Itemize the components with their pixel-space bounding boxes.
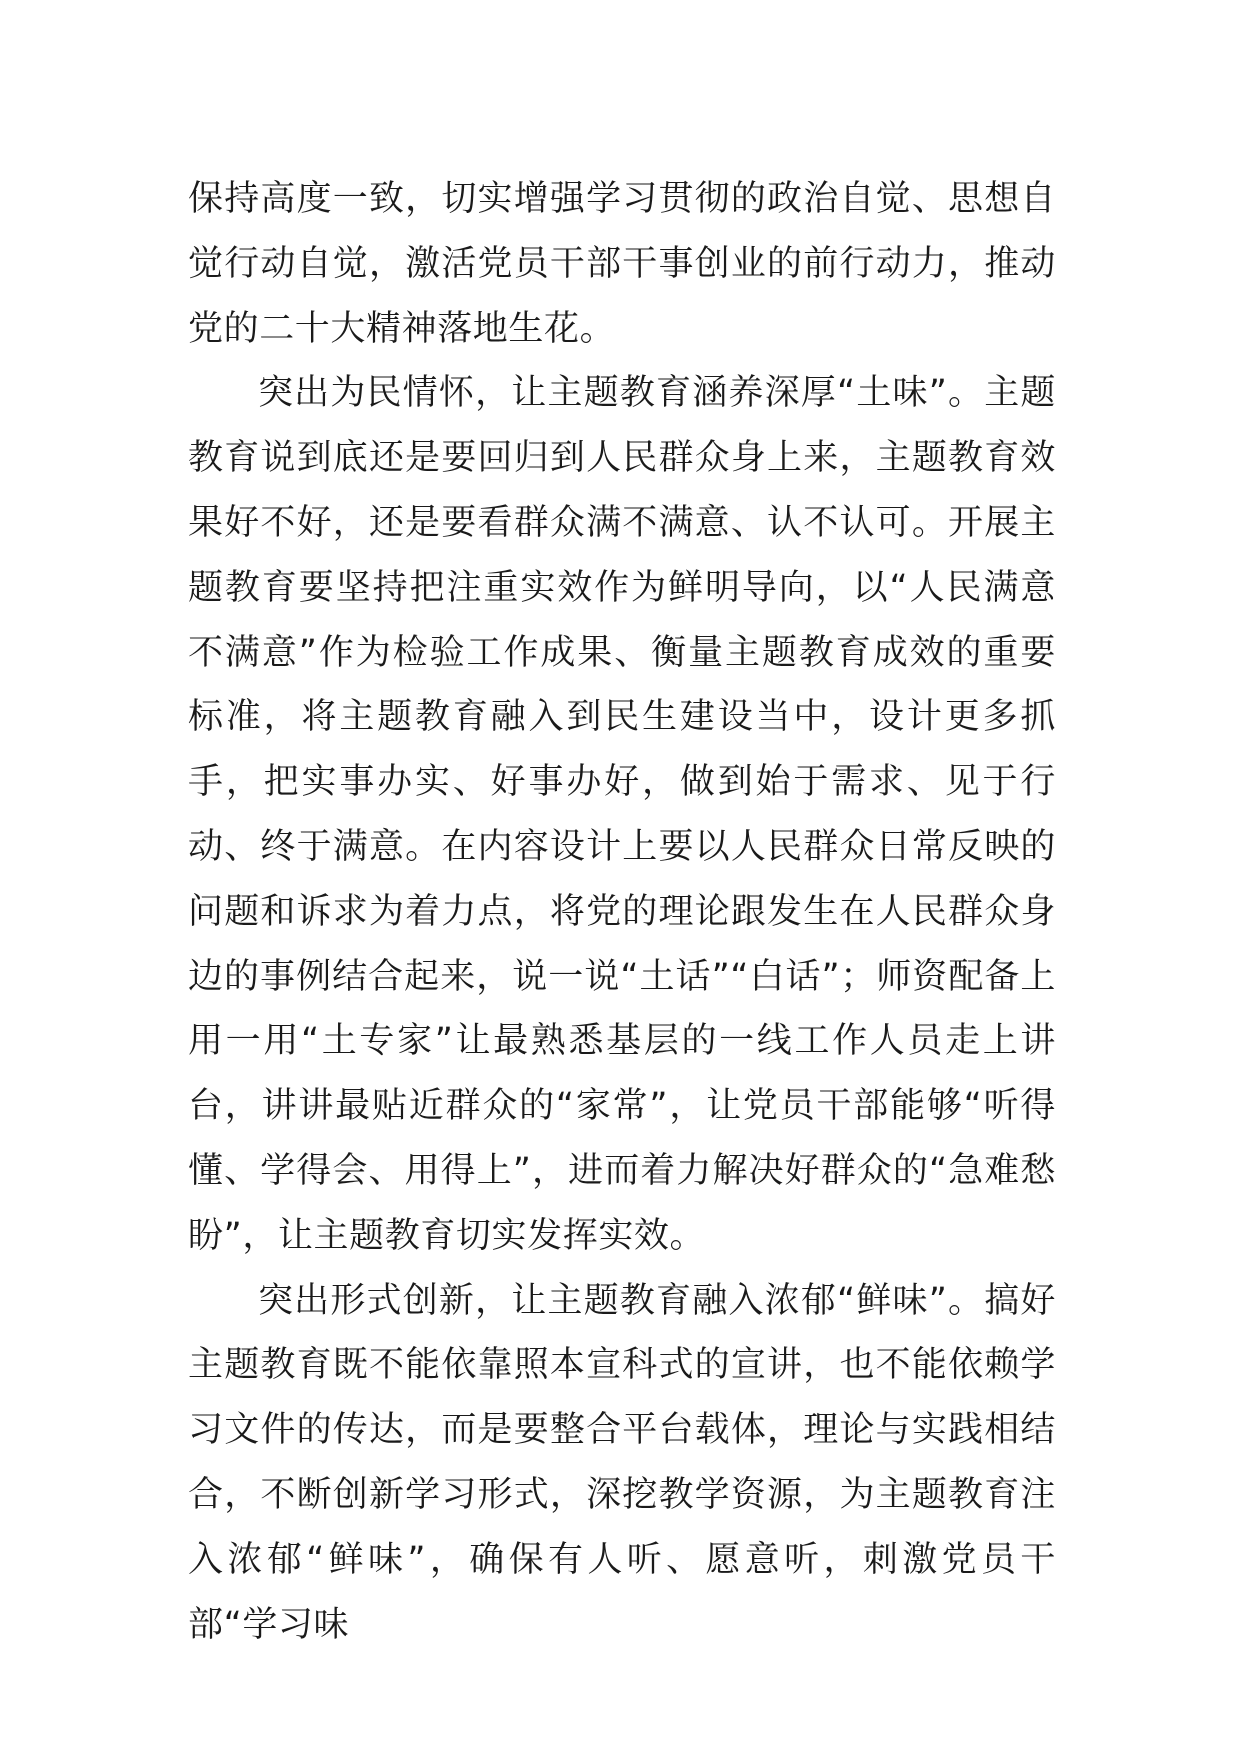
paragraph-continuation: 保持高度一致，切实增强学习贯彻的政治自觉、思想自觉行动自觉，激活党员干部干事创业的前行动力，推动党的二十大精神落地生花。 xyxy=(188,179,1056,349)
paragraph-form-innovation: 突出形式创新，让主题教育融入浓郁“鲜味”。搞好主题教育既不能依靠照本宣科式的宣讲，也不能依赖学习文件的传达，而是要整合平台载体，理论与实践相结合，不断创新学习形式，深挖教学资源，为主题教育注入浓郁“鲜味”，确保有人听、愿意听，刺激党员干部“学习味 xyxy=(188,1280,1056,1645)
body-text xyxy=(188,167,1056,1657)
paragraph-people-sentiment: 突出为民情怀，让主题教育涵养深厚“土味”。主题教育说到底还是要回归到人民群众身上来，主题教育效果好不好，还是要看群众满不满意、认不认可。开展主题教育要坚持把注重实效作为鲜明导向，以“人民满意不满意”作为检验工作成果、衡量主题教育成效的重要标准，将主题教育融入到民生建设当中，设计更多抓手，把实事办实、好事办好，做到始于需求、见于行动、终于满意。在内容设计上要以人民群众日常反映的问题和诉求为着力点，将党的理论跟发生在人民群众身边的事例结合起来，说一说“土话”“白话”；师资配备上用一用“土专家”让最熟悉基层的一线工作人员走上讲台，讲讲最贴近群众的“家常”，让党员干部能够“听得懂、学得会、用得上”，进而着力解决好群众的“急难愁盼”，让主题教育切实发挥实效。 xyxy=(188,373,1056,1256)
